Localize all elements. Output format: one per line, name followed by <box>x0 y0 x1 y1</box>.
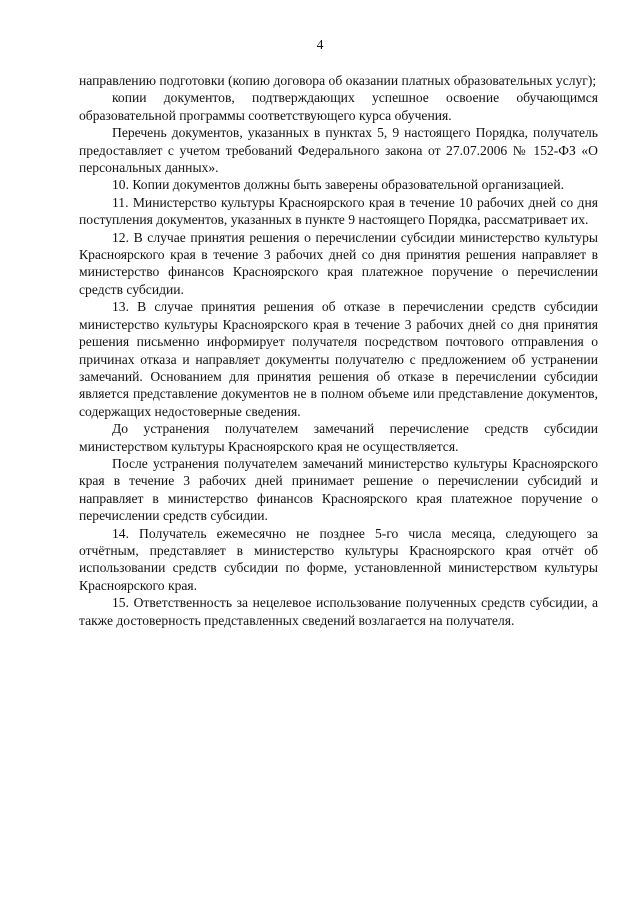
paragraph-item-10: 10. Копии документов должны быть заверены образовательной организацией. <box>112 177 565 193</box>
page-number: 4 <box>316 37 324 52</box>
paragraph-after-elimination: После устранения получателем замечаний министерство культуры Красноярского края в течение 3 рабочих дней принимает решение о перечислении субсидий и направляет в министерство финансов Красноярского края платежное поручение о перечислении средств субсидии. <box>79 455 598 524</box>
paragraph-item-15: 15. Ответственность за нецелевое использование полученных средств субсидии, а также достоверность представленных сведений возлагается на получателя. <box>79 595 598 628</box>
paragraph-continuation: направлению подготовки (копию договора об оказании платных образовательных услуг); <box>79 73 597 88</box>
paragraph-item-12: 12. В случае принятия решения о перечислении субсидии министерство культуры Красноярского края в течение 3 рабочих дней со дня принятия решения направляет в министерство финансов Красноярского края платежное поручение о перечислении средств субсидии. <box>79 229 598 297</box>
paragraph-item-13: 13. В случае принятия решения об отказе в перечислении средств субсидии министерство культуры Красноярского края в течение 3 рабочих дней со дня принятия решения письменно информирует получателя посредством почтового отправления о причинах отказа и направляет документы получателю с предложением об устранении замечаний. Основанием для принятия решения об отказе в перечислении субсидии является представление документов не в полном объеме или представление документов, содержащих недостоверные сведения. <box>79 299 598 419</box>
paragraph-documents-copies: копии документов, подтверждающих успешное освоение обучающимся образовательной программы соответствующего курса обучения. <box>79 90 598 123</box>
paragraph-documents-list: Перечень документов, указанных в пунктах 5, 9 настоящего Порядка, получатель предоставляет с учетом требований Федерального закона от 27.07.2006 № 152-ФЗ «О персональных данных». <box>79 125 598 176</box>
paragraph-item-11: 11. Министерство культуры Красноярского края в течение 10 рабочих дней со дня поступления документов, указанных в пункте 9 настоящего Порядка, рассматривает их. <box>79 194 598 228</box>
paragraph-until-elimination: До устранения получателем замечаний перечисление средств субсидии министерством культуры Красноярского края не осуществляется. <box>79 421 598 454</box>
document-body <box>79 72 598 629</box>
paragraph-item-14: 14. Получатель ежемесячно не позднее 5-го числа месяца, следующего за отчётным, представляет в министерство культуры Красноярского края отчёт об использовании средств субсидии по форме, установленной министерством культуры Красноярского края. <box>79 525 598 593</box>
